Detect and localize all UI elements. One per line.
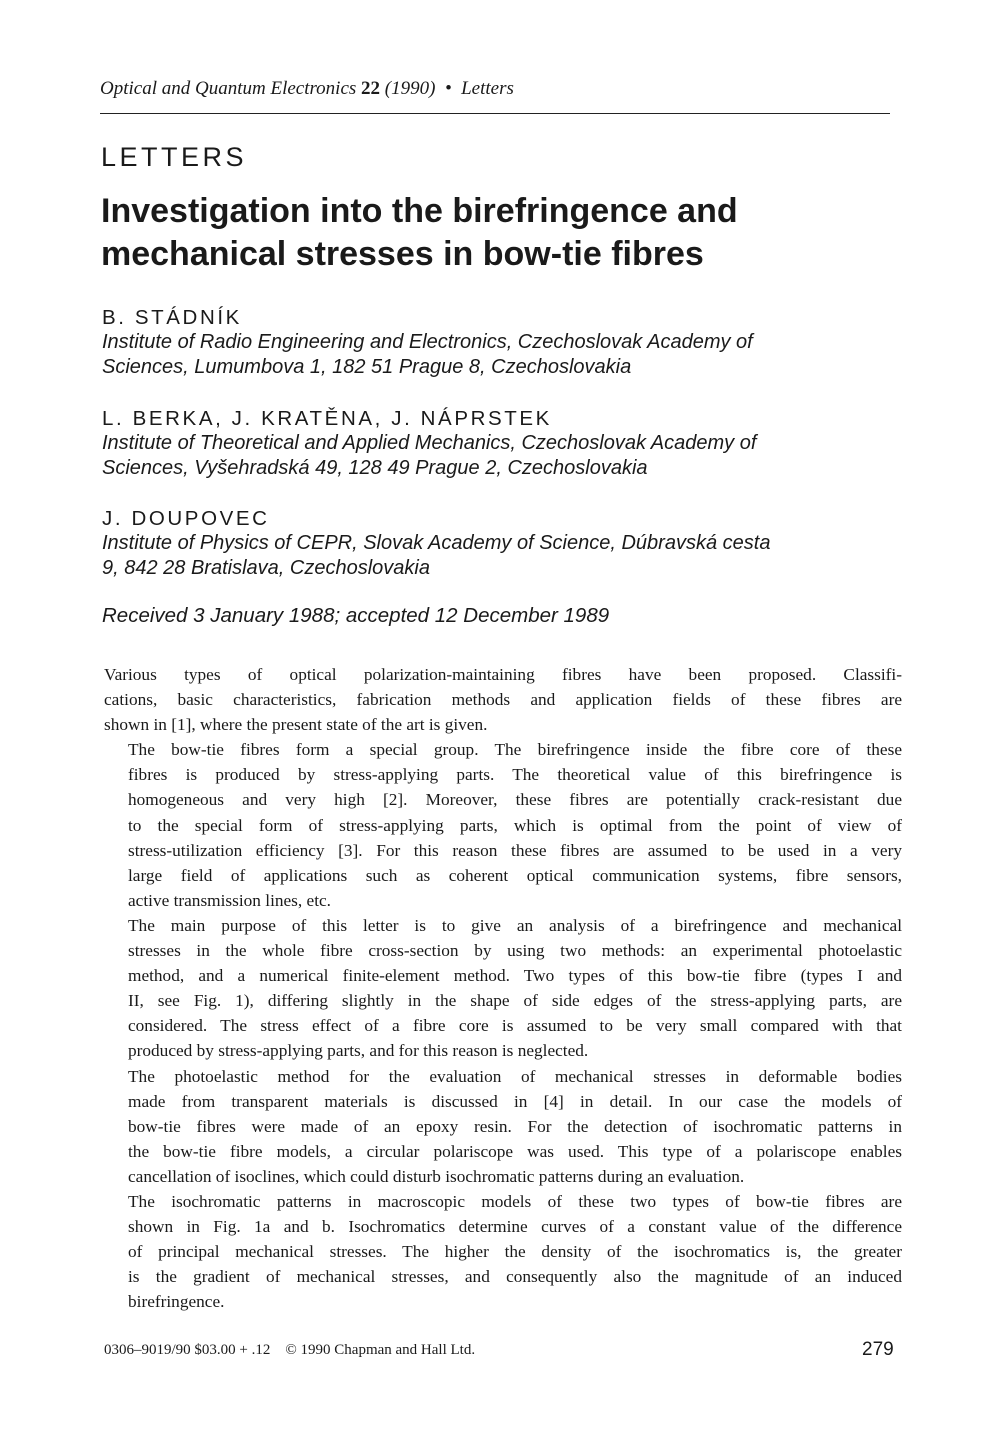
- text-line: made from transparent materials is discussed in [4] in detail. In our case the models of: [128, 1091, 902, 1111]
- text-line: the bow-tie fibre models, a circular polariscope was used. This type of a polariscope enables: [128, 1141, 902, 1161]
- journal-section: Letters: [461, 78, 514, 99]
- text-line: II, see Fig. 1), differing slightly in the shape of side edges of the stress-applying parts, are: [128, 991, 902, 1011]
- article-body: [104, 662, 902, 1314]
- text-line: of principal mechanical stresses. The higher the density of the isochromatics is, the greater: [128, 1242, 902, 1262]
- journal-volume: 22: [361, 78, 381, 99]
- price-code: 0306–9019/90 $03.00 + .12: [104, 1342, 271, 1358]
- journal-name: Optical and Quantum Electronics: [100, 78, 357, 99]
- text-line: birefringence.: [128, 1292, 225, 1312]
- affiliation-line: Institute of Radio Engineering and Electronics, Czechoslovak Academy of: [102, 331, 753, 353]
- text-line: The bow-tie fibres form a special group. The birefringence inside the fibre core of these: [128, 740, 902, 760]
- body-paragraph: [104, 1189, 902, 1314]
- header-rule: [100, 113, 890, 114]
- author-names: J. DOUPOVEC: [102, 507, 270, 530]
- page-number: 279: [862, 1339, 894, 1360]
- text-line: considered. The stress effect of a fibre core is assumed to be very small compared with that: [128, 1016, 902, 1036]
- text-line: stresses in the whole fibre cross-section by using two methods: an experimental photoelastic: [128, 941, 902, 961]
- text-line: The photoelastic method for the evaluation of mechanical stresses in deformable bodies: [128, 1066, 902, 1086]
- text-line: to the special form of stress-applying parts, which is optimal from the point of view of: [128, 815, 902, 835]
- running-head: [100, 78, 900, 100]
- text-line: cations, basic characteristics, fabrication methods and application fields of these fibres are: [104, 690, 902, 710]
- title-line: Investigation into the birefringence and: [101, 192, 738, 230]
- article-title: [101, 190, 921, 276]
- copyright-notice: © 1990 Chapman and Hall Ltd.: [285, 1342, 476, 1358]
- received-dates: Received 3 January 1988; accepted 12 December 1989: [102, 604, 610, 627]
- body-paragraph: [104, 1064, 902, 1189]
- text-line: The isochromatic patterns in macroscopic models of these two types of bow-tie fibres are: [128, 1191, 902, 1211]
- body-paragraph: [104, 662, 902, 737]
- body-paragraph: [104, 737, 902, 913]
- journal-year: (1990): [384, 78, 436, 99]
- text-line: is the gradient of mechanical stresses, and consequently also the magnitude of an induced: [128, 1267, 902, 1287]
- affiliation-line: Sciences, Vyšehradská 49, 128 49 Prague 2, Czechoslovakia: [102, 457, 648, 479]
- running-head-separator: •: [444, 78, 452, 99]
- text-line: stress-utilization efficiency [3]. For this reason these fibres are assumed to be used in a very: [128, 840, 902, 860]
- text-line: shown in [1], where the present state of the art is given.: [104, 715, 488, 735]
- section-label: LETTERS: [101, 142, 248, 172]
- text-line: The main purpose of this letter is to give an analysis of a birefringence and mechanical: [128, 915, 902, 935]
- text-line: large field of applications such as coherent optical communication systems, fibre sensors,: [128, 865, 902, 885]
- footer-info: [104, 1342, 475, 1359]
- text-line: produced by stress-applying parts, and for this reason is neglected.: [128, 1041, 589, 1061]
- text-line: Various types of optical polarization-maintaining fibres have been proposed. Classifi-: [104, 665, 902, 684]
- author-names: B. STÁDNÍK: [102, 306, 242, 329]
- author-names: L. BERKA, J. KRATĚNA, J. NÁPRSTEK: [102, 407, 552, 430]
- author-group: [102, 305, 962, 380]
- title-line: mechanical stresses in bow-tie fibres: [101, 235, 704, 273]
- text-line: active transmission lines, etc.: [128, 890, 332, 910]
- affiliation-line: Institute of Physics of CEPR, Slovak Academy of Science, Dúbravská cesta: [102, 532, 771, 554]
- text-line: cancellation of isoclines, which could disturb isochromatic patterns during an evaluation.: [128, 1166, 745, 1186]
- affiliation-line: Sciences, Lumumbova 1, 182 51 Prague 8, Czechoslovakia: [102, 356, 632, 378]
- body-paragraph: [104, 913, 902, 1064]
- affiliation-line: Institute of Theoretical and Applied Mechanics, Czechoslovak Academy of: [102, 432, 757, 454]
- affiliation-line: 9, 842 28 Bratislava, Czechoslovakia: [102, 557, 430, 579]
- text-line: homogeneous and very high [2]. Moreover, these fibres are potentially crack-resistant due: [128, 790, 902, 810]
- text-line: shown in Fig. 1a and b. Isochromatics determine curves of a constant value of the difference: [128, 1217, 902, 1237]
- text-line: fibres is produced by stress-applying parts. The theoretical value of this birefringence is: [128, 765, 902, 785]
- author-group: [102, 406, 962, 481]
- text-line: method, and a numerical finite-element method. Two types of this bow-tie fibre (types I and: [128, 966, 902, 986]
- author-group: [102, 506, 962, 581]
- text-line: bow-tie fibres were made of an epoxy resin. For the detection of isochromatic patterns in: [128, 1116, 902, 1136]
